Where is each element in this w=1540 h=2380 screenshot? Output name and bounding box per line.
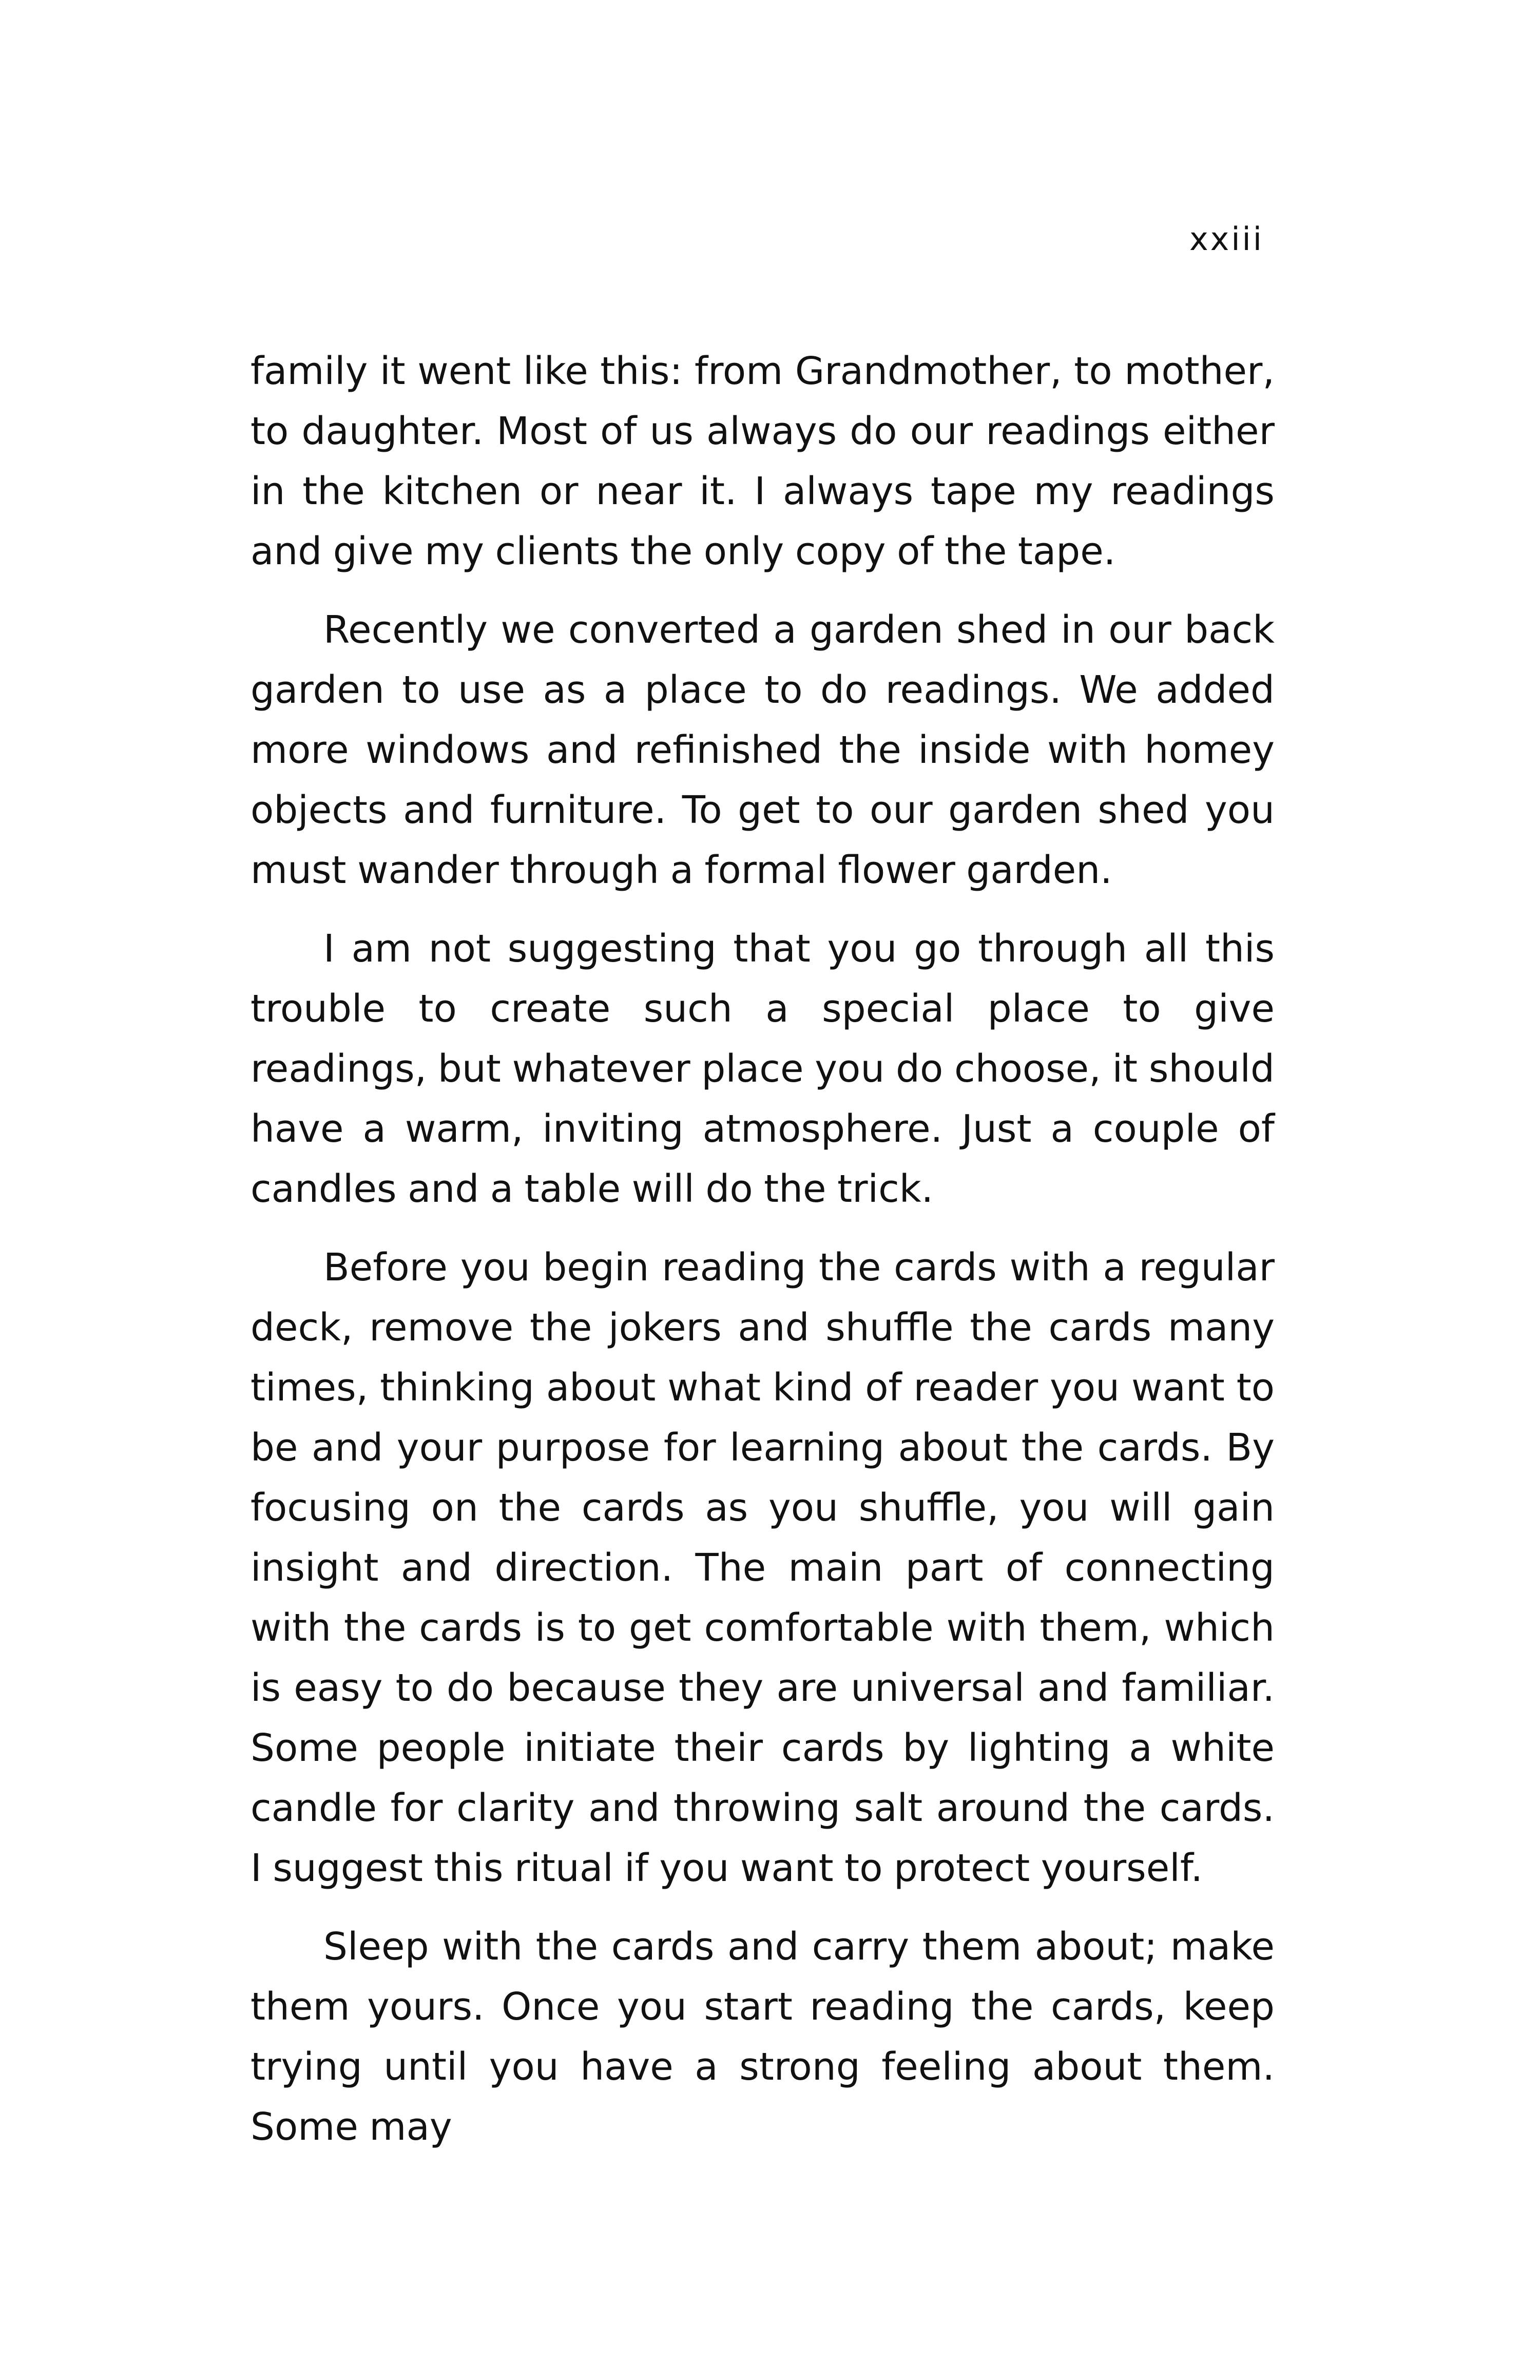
- body-text: [251, 341, 1275, 2176]
- paragraph-1: family it went like this: from Grandmother, to mother, to daughter. Most of us always do our readings either in the kitchen or near it. I always tape my readings and give my clients the only copy of the tape.: [251, 349, 1275, 573]
- paragraph-5: Sleep with the cards and carry them about; make them yours. Once you start reading the cards, keep trying until you have a strong feeling about them. Some may: [251, 1925, 1275, 2149]
- paragraph-3: I am not suggesting that you go through all this trouble to create such a special place to give readings, but whatever place you do choose, it should have a warm, inviting atmosphere. Just a couple of candles and a table will do the trick.: [251, 927, 1275, 1211]
- paragraph-4: Before you begin reading the cards with a regular deck, remove the jokers and shuffle the cards many times, thinking about what kind of reader you want to be and your purpose for learning about the cards. By focusing on the cards as you shuffle, you will gain insight and direction. The main part of connecting with the cards is to get comfortable with them, which is easy to do because they are universal and familiar. Some people initiate their cards by lighting a white candle for clarity and throwing salt around the cards. I suggest this ritual if you want to protect yourself.: [251, 1245, 1275, 1890]
- page-number: xxiii: [1189, 220, 1264, 258]
- paragraph-2: Recently we converted a garden shed in our back garden to use as a place to do readings. We added more windows and refinished the inside with homey objects and furniture. To get to our garden shed you must wander through a formal flower garden.: [251, 608, 1275, 892]
